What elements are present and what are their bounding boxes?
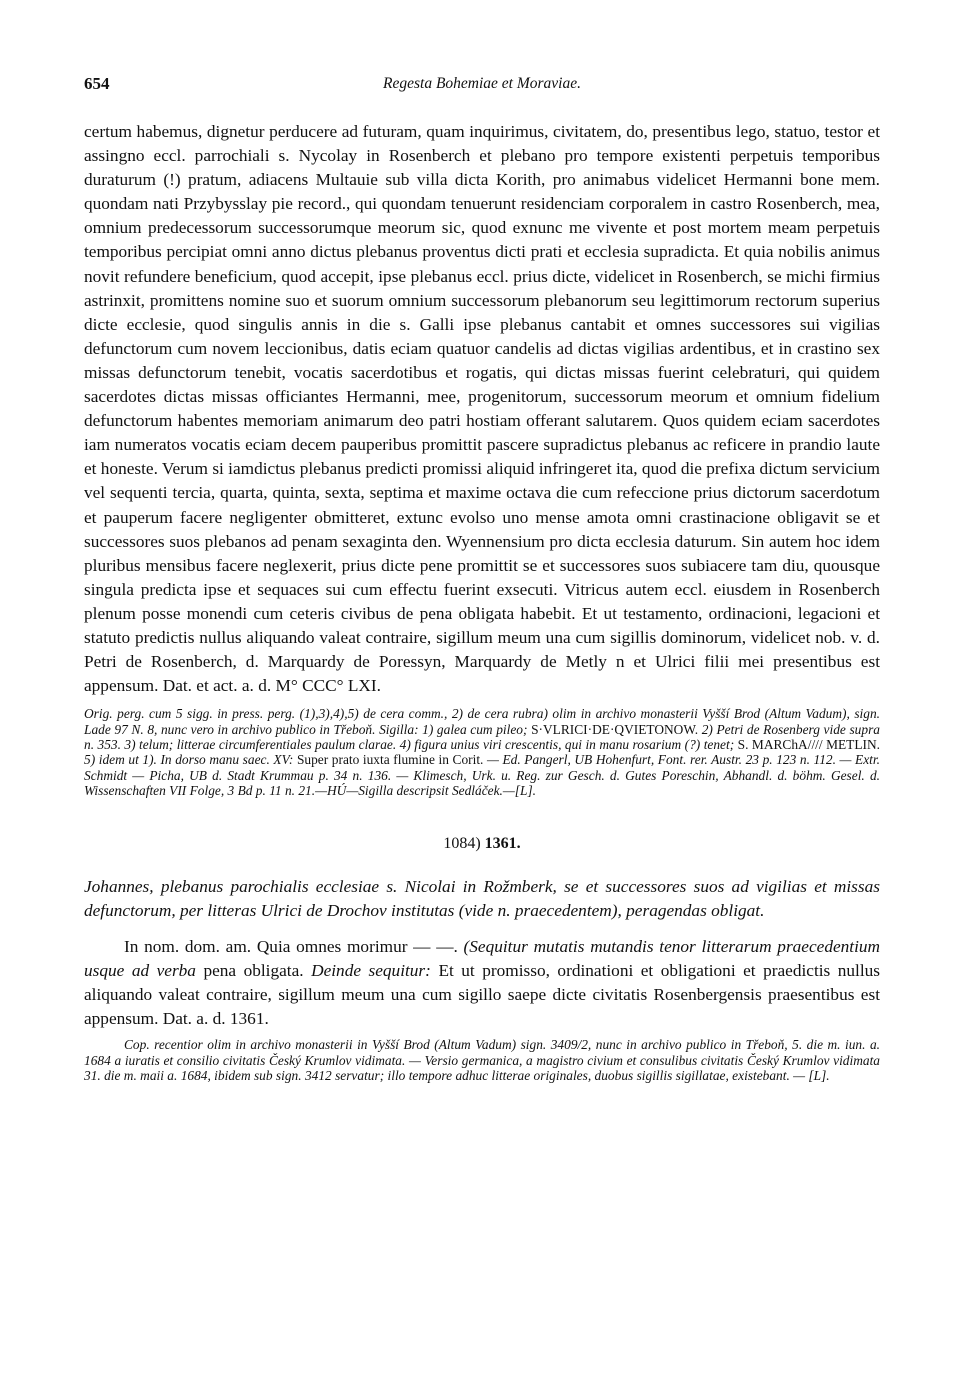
document-heading: [84, 835, 880, 853]
text-part: In nom. dom. am. Quia omnes morimur — —.: [124, 936, 458, 956]
regest-summary: Johannes, plebanus parochialis ecclesiae s. Nicolai in Rožmberk, se et successores suos ad vigilias et missas defunctorum, per litteras Ulrici de Drochov institutas (vide n. praecedentem), peragendas obligat.: [84, 876, 880, 920]
running-title: Regesta Bohemiae et Moraviae.: [383, 75, 581, 92]
text-part: Et ut promisso, ordinationi et obligationi et praedictis nullus aliquando valeat contraire, sigillum meum una cum sigillo saepe dicte civitatis Rosenbergensis praesentibus est appensum. Dat. a. d. 1361.: [84, 960, 881, 1029]
document-number: 1084): [443, 834, 481, 852]
charter-2-apparatus-note: Cop. recentior olim in archivo monasterii in Vyšší Brod (Altum Vadum) sign. 3409/2, nunc in archivo publico in Třeboň, 5. die m. iun. a. 1684 a iuratis et consilio civitatis Český Krumlov vidimata. — Versio germanica, a magistro civium et consulibus civitatis Český Krumlov vidimata 31. die m. maii a. 1684, ibidem sub sign. 3412 servatur; illo tempore adhuc litterae originales, duobus sigillis sigillatae, existebant. — [L].: [84, 1037, 880, 1084]
editorial-note: (Sequitur mutatis mutandis tenor litterarum praecedentium usque ad verba: [84, 936, 880, 980]
document-year: 1361.: [484, 834, 521, 852]
note-part: 5) idem ut 1). In dorso manu saec. XV:: [84, 752, 294, 768]
note-part: 2) Petri de Rosenberg vide supra n. 353. 3) telum; litterae circumferentiales paulum clarae. 4) figura unius viri crescentis, qui in manu rosarium (?) tenet;: [84, 721, 880, 753]
editorial-note: Deinde sequitur:: [311, 960, 431, 980]
charter-paragraph: certum habemus, dignetur perducere ad futuram, quam inquirimus, civitatem, do, presentibus lego, statuo, testor et assingno eccl. parrochiali s. Nycolay in Rosenberch et plebano pro tempore existenti perpetuis temporibus duraturum (!) pratum, adiacens Multauie sub villa dicta Korith, pro animabus videlicet Hermanni bone mem. quondam nati Przybysslay pie record., qui quondam tenuerunt residenciam corporalem in castro Rosenberch, mea, omnium predecessorum successorumque meorum sic, quod exnunc me vivente et post mortem meam perpetuis temporibus percipiat omni anno dictus plebanus proventus dicti prati et ecclesia supradicta. Et quia nobilis animus novit refundere beneficium, quod accepit, ipse plebanus eccl. prius dicte, videlicet in Rosenberch, se michi firmius astrinxit, promittens nomine suo et suorum omnium successorum plebanorum seu legittimorum rectorum superius dicte ecclesie, quod singulis annis in die s. Galli ipse plebanus cantabit et omnes successores sui vigilias defunctorum cum novem leccionibus, datis eciam quatuor candelis ad dictas vigilias ardentibus, et in crastino sex missas defunctorum tenebit, vocatis sacerdotibus et rogatis, qui dictas missas fuerint celebraturi, qui quidem sacerdotes dictas missas officiantes Hermanni, mee, progenitorum, successorum meorum et omnium fidelium defunctorum habentes memoriam animarum deo patri hostiam offerant salutarem. Quos quidem eciam sacerdotes iam numeratos vocatis eciam decem pauperibus promittit pascere supradictus plebanus ac reficere in prandio laute et honeste. Verum si iamdictus plebanus predicti promissi aliquid infringeret ita, quod die prefixa dictum servicium vel sequenti tercia, quarta, quinta, sexta, septima et maxime octava die cum refeccione prius dictorum sacerdotum et pauperum facere negligenter obmitteret, extunc evolso uno mense amota omni crastinacione obligavit se et successores suos plebanos ad penam sexaginta den. Wyennensium pro dicta ecclesia daturum. Sin autem hoc idem pluribus mensibus facere neglexerit, prius dicte pene promittit se et successores suos subiacere tam diu, quousque singula predicta ipse et sequaces sui cum effectu fuerint exsecuti. Vitricus autem eccl. eiusdem in Rosenberch plenum posse monendi cum ceteris civibus de pena obligata habebit. Et ut testamento, ordinacioni, legacioni et statuto predictis nullus aliquando valeat contraire, sigillum meum una cum sigillis dominorum, videlicet nob. v. d. Petri de Rosenberch, d. Marquardy de Poressyn, Marquardy de Metly n et Ulrici filii mei presentibus est appensum. Dat. et act. a. d. M° CCC° LXI.: [84, 122, 880, 696]
charter-apparatus-note: [84, 706, 880, 798]
page-number: 654: [84, 74, 110, 93]
seal-legend-1: S·VLRICI·DE·QVIETONOW.: [531, 721, 699, 737]
page-header: [84, 74, 880, 100]
text-part: pena obligata.: [203, 960, 304, 980]
document-page: [84, 74, 880, 1083]
note-part: Orig. perg. cum 5 sigg. in press. perg. (1),3),4),5) de cera comm., 2) de cera rubra) olim in archivo monasterii Vyšší Brod (Altum Vadum), sign. Lade 97 N. 8, nunc vero in archivo publico in Třeboň. Sigilla: 1) galea cum pileo;: [84, 706, 880, 737]
note-part: — Ed. Pangerl, UB Hohenfurt, Font. rer. Austr. 23 p. 123 n. 112. — Extr. Schmidt — Picha, UB d. Stadt Krummau p. 34 n. 136. — Klimesch, Urk. u. Reg. zur Gesch. d. Gutes Poreschin, Abhandl. d. böhm. Gesel. d. Wissenschaften VII Folge, 3 Bd p. 11 n. 21.—HÚ—Sigilla descripsit Sedláček.—[L].: [84, 752, 880, 799]
seal-legend-4: S. MARChA//// METLIN.: [737, 737, 880, 753]
charter-text: [84, 120, 880, 698]
dorsal-note: Super prato iuxta flumine in Corit.: [296, 752, 484, 768]
charter-text-2: [84, 935, 880, 1031]
